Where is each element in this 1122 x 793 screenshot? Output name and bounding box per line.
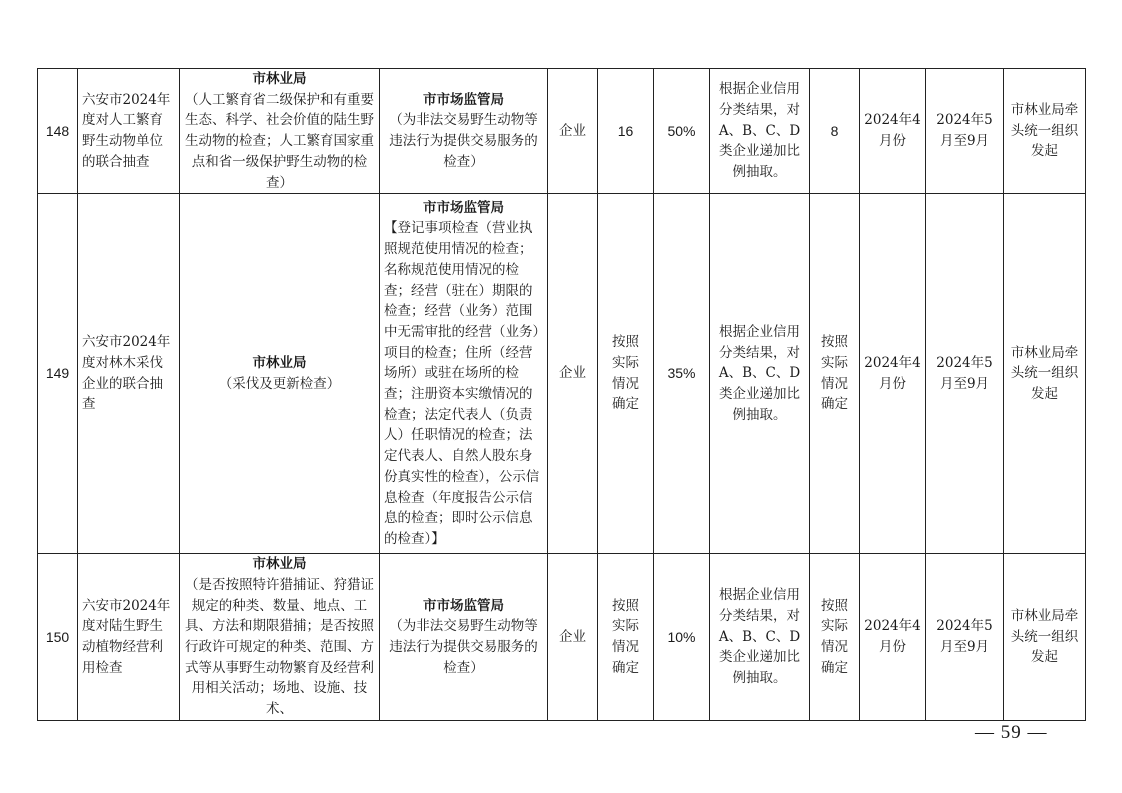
expert-count: 8 [810, 69, 860, 194]
period: 2024年5月至9月 [926, 554, 1004, 721]
coop-dept: 市市场监管局 [423, 199, 504, 216]
lead-items: （人工繁育省二级保护和有重要生态、科学、社会价值的陆生野生动物的检查；人工繁育国家重点和省一级保护野生动物的检查） [185, 91, 374, 191]
coop-items: （为非法交易野生动物等违法行为提供交易服务的检查） [389, 112, 538, 170]
lead-items: （是否按照特许猎捕证、狩猎证规定的种类、数量、地点、工具、方法和期限猎捕；是否按照行政许可规定的种类、范围、方式等从事野生动物繁育及经营利用相关活动；场地、设施、技术、 [185, 576, 374, 718]
start-time: 2024年4月份 [860, 554, 926, 721]
table-row [38, 194, 1086, 554]
task-name: 六安市2024年度对林木采伐企业的联合抽查 [78, 194, 180, 554]
start-time: 2024年4月份 [860, 194, 926, 554]
coop-dept: 市市场监管局 [423, 597, 504, 614]
task-name: 六安市2024年度对人工繁育野生动物单位的联合抽查 [78, 69, 180, 194]
check-count: 按照实际情况确定 [598, 554, 654, 721]
check-count: 16 [598, 69, 654, 194]
inspection-table [37, 68, 1086, 721]
period: 2024年5月至9月 [926, 194, 1004, 554]
lead-dept: 市林业局 [252, 71, 307, 87]
table-row [38, 554, 1086, 721]
remark: 市林业局牵头统一组织发起 [1004, 194, 1086, 554]
sampling-method: 根据企业信用分类结果，对A、B、C、D类企业递加比例抽取。 [710, 194, 810, 554]
coop-dept-cell [380, 194, 548, 554]
remark: 市林业局牵头统一组织发起 [1004, 69, 1086, 194]
lead-dept: 市林业局 [252, 556, 307, 573]
coop-dept: 市市场监管局 [423, 91, 504, 108]
table-row [38, 69, 1086, 194]
expert-count: 按照实际情况确定 [810, 194, 860, 554]
check-object: 企业 [548, 69, 598, 194]
check-ratio: 10% [654, 554, 710, 721]
task-name: 六安市2024年度对陆生野生动植物经营利用检查 [78, 554, 180, 721]
row-number: 150 [38, 554, 78, 721]
row-number: 149 [38, 194, 78, 554]
expert-count: 按照实际情况确定 [810, 554, 860, 721]
lead-dept: 市林业局 [252, 355, 307, 372]
start-time: 2024年4月份 [860, 69, 926, 194]
coop-items: （为非法交易野生动物等违法行为提供交易服务的检查） [389, 618, 538, 676]
period: 2024年5月至9月 [926, 69, 1004, 194]
check-object: 企业 [548, 194, 598, 554]
remark: 市林业局牵头统一组织发起 [1004, 554, 1086, 721]
lead-items: （采伐及更新检查） [218, 375, 341, 392]
coop-items: 【登记事项检查（营业执照规范使用情况的检查；名称规范使用情况的检查；经营（驻在）期限的检查；经营（业务）范围中无需审批的经营（业务）项目的检查；住所（经营场所）或驻在场所的检查；注册资本实缴情况的检查；法定代表人（负责人）任职情况的检查；法定代表人、自然人股东身份真实性的检查），公示信息检查（年度报告公示信息的检查；即时公示信息的检查）】 [384, 220, 540, 547]
sampling-method: 根据企业信用分类结果，对A、B、C、D类企业递加比例抽取。 [710, 554, 810, 721]
lead-dept-cell [180, 554, 380, 721]
coop-dept-cell [380, 69, 548, 194]
check-count: 按照实际情况确定 [598, 194, 654, 554]
row-number: 148 [38, 69, 78, 194]
lead-dept-cell [180, 194, 380, 554]
lead-dept-cell [180, 69, 380, 194]
sampling-method: 根据企业信用分类结果，对A、B、C、D类企业递加比例抽取。 [710, 69, 810, 194]
check-ratio: 35% [654, 194, 710, 554]
check-ratio: 50% [654, 69, 710, 194]
check-object: 企业 [548, 554, 598, 721]
coop-dept-cell [380, 554, 548, 721]
page-number: — 59 — [975, 722, 1048, 743]
